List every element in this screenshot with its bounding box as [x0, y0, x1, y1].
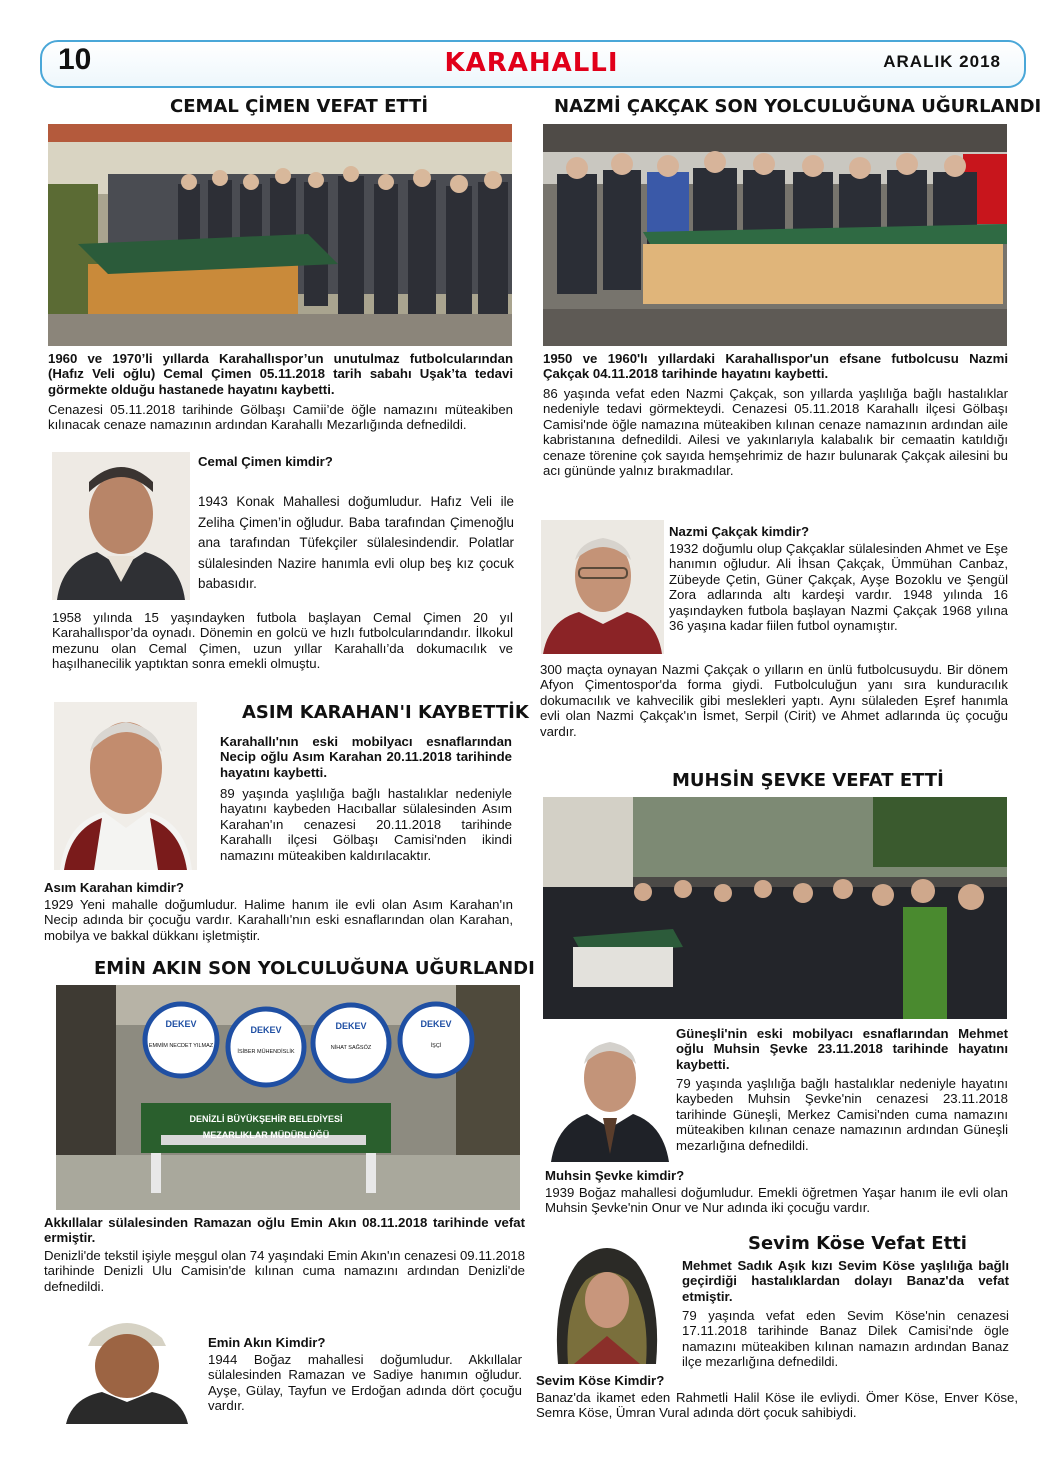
bio-heading: Cemal Çimen kimdir?	[198, 454, 333, 469]
article-body: Denizli'de tekstil işiyle meşgul olan 74 yaşındaki Emin Akın'ın cenazesi 09.11.2018 tarihinde Denizli Ulu Camisin'de kılınan cuma namazını ardından Denizli'de defnedildi.	[44, 1248, 525, 1294]
article-lead: Güneşli'nin eski mobilyacı esnaflarından Mehmet oğlu Muhsin Şevke 23.11.2018 tarihinde hayatını kaybetti.	[676, 1026, 1008, 1072]
article-body: 86 yaşında vefat eden Nazmi Çakçak, son yıllarda yaşlılığa bağlı hastalıklar nedeniyle tedavi görmekteydi. Cenazesi 05.11.2018 Karahallı ilçesi Gölbaşı Camisi'nde öğle namazına müteakiben kılınan cenaze namazının ardından aile kabristanına defnedildi. Ailesi ve yakınlarıyla kalabalık bir cemaatin katıldığı cenaze törenine çok sayıda hemşehrimiz de hazır bulunarak Çakçak ailesini bu acı gününde yalnız bırakmadılar.	[543, 386, 1008, 479]
article-lead: Mehmet Sadık Aşık kızı Sevim Köse yaşlılığa bağlı geçirdiği hastalıklardan dolayı Banaz'da vefat etmiştir.	[682, 1258, 1009, 1304]
article-body: Cenazesi 05.11.2018 tarihinde Gölbaşı Camii’de öğle namazını müteakiben kılınacak cenaze namazının ardından Karahallı Mezarlığında defnedildi.	[48, 402, 513, 433]
portrait-photo	[541, 520, 664, 654]
coffin-text: DENİZLİ BÜYÜKŞEHİR BELEDİYESİ	[189, 1114, 343, 1124]
portrait-photo	[54, 702, 197, 870]
article-lead: Akkıllalar sülalesinden Ramazan oğlu Emin Akın 08.11.2018 tarihinde vefat ermiştir.	[44, 1215, 525, 1246]
wreath-label: DEKEV	[165, 1019, 197, 1029]
bio-heading: Asım Karahan kimdir?	[44, 880, 184, 895]
wreath-label: DEKEV	[250, 1025, 282, 1035]
article-lead: 1950 ve 1960'lı yıllardaki Karahallıspor'un efsane futbolcusu Nazmi Çakçak 04.11.2018 tarihinde hayatını kaybetti.	[543, 351, 1008, 382]
coffin-text: MEZARLIKLAR MÜDÜRLÜĞÜ	[202, 1130, 330, 1140]
article-title: CEMAL ÇİMEN VEFAT ETTİ	[170, 96, 429, 117]
bio-text: 1932 doğumlu olup Çakçaklar sülalesinden Ahmet ve Eşe hanımın oğludur. Ali İhsan Çakçak, Ümmühan Canbaz, Zübeyde Çetin, Güner Çakçak, Ayşe Bozoklu ve Şengül Zora adlarında altı kardeşi vardır. 1948 yılında 16 yaşındayken futbola başlayan Nazmi Çakçak 1968 yılına 36 yaşına kadar fiilen futbol oynamıştır.	[669, 541, 1008, 634]
article-body: 300 maçta oynayan Nazmi Çakçak o yılların en ünlü futbolcusuydu. Bir dönem Afyon Çimentospor'da forma giydi. Futbolculuğun yanı sıra kunduracılık dokumacılık ve kahvecilik gibi meslekleri yaptı. Aynı sülaleden Eşref hanımla evli olan Nazmi Çakçak'ın İsmet, Serpil (Cirit) ve Ahmet adlarında üç çocuğu vardır.	[540, 662, 1008, 739]
bio-text: 1944 Boğaz mahallesi doğumludur. Akkıllalar sülalesinden Ramazan ve Sadiye hanımın oğludur. Ayşe, Gülay, Tayfun ve Erdoğan adında dört çocuğu vardır.	[208, 1352, 522, 1414]
article-lead: Karahallı'nın eski mobilyacı esnaflarından Necip oğlu Asım Karahan 20.11.2018 tarihinde hayatını kaybetti.	[220, 734, 512, 780]
bio-text: 1943 Konak Mahallesi doğumludur. Hafız Veli ile Zeliha Çimen’in oğludur. Baba tarafından Çimenoğlu ana tarafından Tüfekçiler sülalesindendir. Polatlar sülalesinden Nazire hanımla evli olup beş kız çocuk babasıdır.	[198, 494, 514, 592]
article-body: 1958 yılında 15 yaşındayken futbola başlayan Cemal Çimen 20 yıl Karahallıspor’da oynadı. Dönemin en golcü ve hızlı futbolcularındandır. İlkokul mezunu olan Cemal Çimen, uzun yıllar Karahallı’da dokumacılık ve haşılhanecilik yaptıktan sonra emekli olmuştu.	[52, 610, 513, 672]
portrait-photo	[538, 1236, 676, 1364]
issue-date: ARALIK 2018	[883, 52, 1001, 71]
bio-heading: Muhsin Şevke kimdir?	[545, 1168, 685, 1183]
funeral-prayer-photo	[48, 124, 512, 346]
bio-text: Banaz'da ikamet eden Rahmetli Halil Köse ile evliydi. Ömer Köse, Enver Köse, Semra Köse, Ümran Vural adında dört çocuk sahibiydi.	[536, 1390, 1018, 1421]
funeral-wreath-photo	[56, 985, 520, 1210]
article-body: 79 yaşında yaşlılığa bağlı hastalıklar nedeniyle hayatını kaybeden Muhsin Şevke'nin cenazesi 23.11.2018 tarihinde Güneşli, Merkez Camisi'nden cuma namazını müteakiben kılınan cenaze namazının ardından Güneşli mezarlığına defnedildi.	[676, 1076, 1008, 1153]
bio-text: 1939 Boğaz mahallesi doğumludur. Emekli öğretmen Yaşar hanım ile evli olan Muhsin Şevke'nin Onur ve Nur adında iki çocuğu vardır.	[545, 1185, 1008, 1216]
article-lead: 1960 ve 1970’li yıllarda Karahallıspor’un unutulmaz futbolcularından (Hafız Veli oğlu) Cemal Çimen 05.11.2018 tarih sabahı Uşak’ta tedavi görmekte olduğu hastanede hayatını kaybetti.	[48, 351, 513, 397]
wreath-name: İSİBER MÜHENDİSLİK	[237, 1049, 295, 1055]
wreath-name: NİHAT SAĞSÖZ	[330, 1045, 372, 1051]
article-title: ASIM KARAHAN'I KAYBETTİK	[242, 702, 529, 723]
wreath-label: DEKEV	[335, 1021, 367, 1031]
article-title: NAZMİ ÇAKÇAK SON YOLCULUĞUNA UĞURLANDI	[554, 96, 1042, 117]
article-title: EMİN AKIN SON YOLCULUĞUNA UĞURLANDI	[94, 958, 535, 979]
bio-heading: Emin Akın Kimdir?	[208, 1335, 326, 1350]
bio-text: 1929 Yeni mahalle doğumludur. Halime hanım ile evli olan Asım Karahan'ın Necip adında bir çocuğu vardır. Karahallı'nın eski esnaflarından olan Karahan, mobilya ve bakkal dükkanı işletmiştir.	[44, 897, 513, 943]
portrait-photo	[62, 1302, 192, 1424]
funeral-group-photo	[543, 124, 1007, 346]
article-title: Sevim Köse Vefat Etti	[748, 1233, 967, 1254]
portrait-photo	[549, 1024, 671, 1162]
wreath-name: EMMİM NECDET YILMAZ	[148, 1043, 214, 1049]
wreath-label: DEKEV	[420, 1019, 452, 1029]
bio-heading: Sevim Köse Kimdir?	[536, 1373, 665, 1388]
article-title: MUHSİN ŞEVKE VEFAT ETTİ	[672, 770, 944, 791]
bio-heading: Nazmi Çakçak kimdir?	[669, 524, 809, 539]
wreath-name: İŞÇİ	[430, 1043, 442, 1049]
article-body: 79 yaşında vefat eden Sevim Köse'nin cenazesi 17.11.2018 tarihinde Banaz Dilek Camisi'nde ögle namazını müteakiben kılınan namazın ardından Banaz ilçe mezarlığına defnedildi.	[682, 1308, 1009, 1370]
funeral-crowd-photo	[543, 797, 1007, 1019]
newspaper-brand: KARAHALLI	[444, 48, 619, 78]
article-body: 89 yaşında yaşlılığa bağlı hastalıklar nedeniyle hayatını kaybeden Hacıballar sülalesinden Asım Karahan'ın cenazesi 20.11.2018 tarihinde Karahallı ilçesi Gölbaşı Camisi'nden ikindi namazını müteakiben kaldırılacaktır.	[220, 786, 512, 863]
page-number: 10	[58, 43, 92, 76]
portrait-photo	[52, 452, 190, 600]
